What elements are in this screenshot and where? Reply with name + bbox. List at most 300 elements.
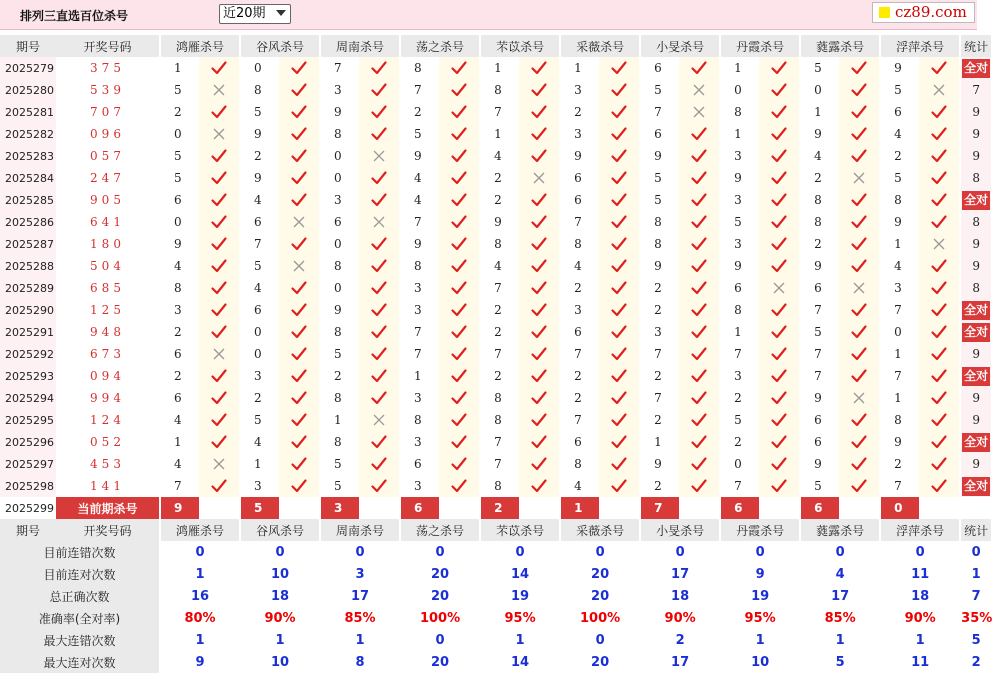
stats-header-stat: 统计 — [961, 519, 991, 541]
check-mark — [851, 127, 867, 141]
check-mark — [771, 83, 787, 97]
stats-header-code: 开奖号码 — [56, 519, 159, 541]
kill-number-cell: 6 — [161, 387, 199, 409]
kill-number-cell: 2 — [401, 101, 439, 123]
kill-number-cell: 6 — [641, 123, 679, 145]
kill-number-cell: 8 — [561, 233, 599, 255]
site-logo[interactable] — [872, 2, 975, 23]
check-mark — [851, 435, 867, 449]
kill-number-cell: 2 — [561, 387, 599, 409]
stats-value: 95% — [721, 607, 799, 629]
table-row — [0, 387, 991, 409]
stats-value: 20 — [401, 585, 479, 607]
table-header-period: 期号 — [0, 35, 56, 57]
kill-number-cell: 8 — [881, 189, 919, 211]
cross-icon — [199, 79, 239, 101]
stats-value: 5 — [801, 651, 879, 673]
check-icon — [519, 123, 559, 145]
period-cell: 2025293 — [0, 365, 56, 387]
check-mark — [211, 259, 227, 273]
table-row — [0, 277, 991, 299]
check-mark — [771, 479, 787, 493]
check-mark — [691, 281, 707, 295]
table-row — [0, 475, 991, 497]
check-icon — [519, 431, 559, 453]
kill-number-cell: 8 — [321, 123, 359, 145]
stats-value: 100% — [401, 607, 479, 629]
check-icon — [679, 167, 719, 189]
kill-number-cell: 0 — [321, 145, 359, 167]
check-icon — [519, 343, 559, 365]
check-mark — [691, 413, 707, 427]
check-mark — [211, 281, 227, 295]
check-mark — [851, 413, 867, 427]
check-icon — [519, 299, 559, 321]
kill-number-cell: 8 — [801, 211, 839, 233]
check-icon — [439, 453, 479, 475]
kill-number-cell: 5 — [641, 167, 679, 189]
kill-number-cell: 5 — [241, 409, 279, 431]
kill-number-cell: 4 — [241, 189, 279, 211]
table-row — [0, 343, 991, 365]
kill-number-cell: 7 — [401, 321, 439, 343]
kill-number-cell: 8 — [401, 57, 439, 79]
period-cell: 2025294 — [0, 387, 56, 409]
kill-number-cell: 4 — [241, 431, 279, 453]
kill-number-cell: 9 — [561, 145, 599, 167]
check-icon — [519, 189, 559, 211]
check-mark — [931, 325, 947, 339]
stats-label: 目前连错次数 — [0, 541, 159, 563]
check-icon — [199, 321, 239, 343]
check-icon — [199, 365, 239, 387]
stats-value: 19 — [481, 585, 559, 607]
check-icon — [759, 167, 799, 189]
kill-number-cell: 3 — [401, 277, 439, 299]
kill-number-cell: 1 — [881, 233, 919, 255]
check-icon — [599, 343, 639, 365]
check-icon — [439, 255, 479, 277]
kill-number-cell: 2 — [481, 321, 519, 343]
check-icon — [359, 277, 399, 299]
check-icon — [279, 101, 319, 123]
check-mark — [211, 479, 227, 493]
cross-icon — [839, 167, 879, 189]
stats-row — [0, 585, 991, 607]
check-icon — [599, 431, 639, 453]
current-kill-number: 5 — [241, 497, 279, 519]
check-mark — [611, 325, 627, 339]
check-mark — [931, 149, 947, 163]
check-mark — [291, 457, 307, 471]
check-icon — [359, 365, 399, 387]
kill-number-cell: 0 — [321, 233, 359, 255]
draw-number-cell: 685 — [56, 277, 159, 299]
cross-mark — [933, 238, 945, 250]
check-mark — [771, 347, 787, 361]
kill-number-cell: 9 — [161, 233, 199, 255]
period-cell: 2025282 — [0, 123, 56, 145]
check-mark — [691, 193, 707, 207]
stat-cell: 9 — [961, 145, 991, 167]
top-bar — [0, 0, 977, 30]
draw-number-cell: 124 — [56, 409, 159, 431]
table-row — [0, 431, 991, 453]
kill-number-cell: 5 — [161, 167, 199, 189]
stats-value: 20 — [561, 651, 639, 673]
stat-cell: 9 — [961, 409, 991, 431]
check-icon — [599, 101, 639, 123]
stats-value: 85% — [801, 607, 879, 629]
check-mark — [451, 479, 467, 493]
kill-number-cell: 7 — [561, 211, 599, 233]
kill-number-cell: 3 — [401, 475, 439, 497]
table-header-expert: 芣苡杀号 — [481, 35, 559, 57]
check-icon — [279, 123, 319, 145]
period-cell: 2025284 — [0, 167, 56, 189]
kill-number-cell: 9 — [801, 387, 839, 409]
check-mark — [851, 105, 867, 119]
kill-number-cell: 2 — [801, 233, 839, 255]
stats-value: 17 — [641, 651, 719, 673]
check-icon — [279, 79, 319, 101]
cross-icon — [279, 255, 319, 277]
check-icon — [919, 475, 959, 497]
check-icon — [519, 453, 559, 475]
check-mark — [371, 105, 387, 119]
draw-number-cell: 057 — [56, 145, 159, 167]
kill-number-cell: 7 — [801, 299, 839, 321]
kill-number-cell: 7 — [641, 101, 679, 123]
stats-value: 10 — [721, 651, 799, 673]
stat-cell: 9 — [961, 343, 991, 365]
kill-number-cell: 3 — [321, 189, 359, 211]
kill-number-cell: 0 — [241, 57, 279, 79]
kill-number-cell: 6 — [161, 343, 199, 365]
table-header-stat: 统计 — [961, 35, 991, 57]
stat-cell: 9 — [961, 255, 991, 277]
table-header-expert: 小旻杀号 — [641, 35, 719, 57]
draw-number-cell: 141 — [56, 475, 159, 497]
kill-number-cell: 5 — [161, 79, 199, 101]
cross-mark — [853, 392, 865, 404]
cross-icon — [839, 277, 879, 299]
check-icon — [759, 453, 799, 475]
check-icon — [679, 145, 719, 167]
kill-number-cell: 5 — [401, 123, 439, 145]
check-icon — [599, 57, 639, 79]
kill-number-cell: 8 — [321, 255, 359, 277]
check-icon — [599, 277, 639, 299]
kill-number-cell: 7 — [881, 475, 919, 497]
check-icon — [919, 167, 959, 189]
check-mark — [931, 347, 947, 361]
check-mark — [531, 83, 547, 97]
all-correct-badge: 全对 — [962, 323, 990, 342]
empty-cell — [599, 497, 639, 519]
check-mark — [691, 303, 707, 317]
check-icon — [919, 277, 959, 299]
kill-number-cell: 2 — [561, 365, 599, 387]
stats-value: 0 — [161, 541, 239, 563]
table-row — [0, 321, 991, 343]
check-mark — [291, 127, 307, 141]
stat-cell — [961, 431, 991, 453]
kill-number-cell: 1 — [881, 343, 919, 365]
kill-number-cell: 9 — [241, 123, 279, 145]
check-mark — [211, 303, 227, 317]
kill-number-cell: 0 — [721, 79, 759, 101]
table-header-expert: 蕤露杀号 — [801, 35, 879, 57]
kill-number-cell: 3 — [721, 145, 759, 167]
kill-number-cell: 6 — [561, 167, 599, 189]
check-mark — [611, 193, 627, 207]
check-mark — [371, 347, 387, 361]
kill-number-cell: 2 — [641, 299, 679, 321]
table-header-expert: 丹霞杀号 — [721, 35, 799, 57]
stats-header-expert: 蕤露杀号 — [801, 519, 879, 541]
kill-number-cell: 5 — [801, 475, 839, 497]
kill-number-cell: 1 — [401, 365, 439, 387]
current-period-row — [0, 497, 991, 519]
kill-number-cell: 6 — [881, 101, 919, 123]
kill-number-cell: 9 — [881, 431, 919, 453]
kill-number-cell: 2 — [161, 101, 199, 123]
check-icon — [439, 409, 479, 431]
kill-number-cell: 9 — [721, 255, 759, 277]
cross-icon — [199, 453, 239, 475]
check-icon — [759, 321, 799, 343]
cross-icon — [679, 101, 719, 123]
kill-number-cell: 3 — [721, 189, 759, 211]
check-icon — [439, 299, 479, 321]
check-icon — [919, 101, 959, 123]
all-correct-badge: 全对 — [962, 59, 990, 78]
check-icon — [279, 299, 319, 321]
kill-number-cell: 9 — [801, 123, 839, 145]
stats-value: 85% — [321, 607, 399, 629]
check-icon — [679, 453, 719, 475]
stat-cell: 9 — [961, 233, 991, 255]
check-icon — [439, 101, 479, 123]
stats-header-expert: 芣苡杀号 — [481, 519, 559, 541]
check-mark — [611, 237, 627, 251]
kill-number-cell: 4 — [401, 189, 439, 211]
table-header-code: 开奖号码 — [56, 35, 159, 57]
cross-icon — [359, 145, 399, 167]
check-icon — [599, 409, 639, 431]
stat-cell — [961, 365, 991, 387]
kill-number-cell: 1 — [641, 431, 679, 453]
kill-number-cell: 3 — [401, 387, 439, 409]
kill-number-cell: 2 — [161, 321, 199, 343]
draw-number-cell: 180 — [56, 233, 159, 255]
check-icon — [759, 79, 799, 101]
draw-number-cell: 948 — [56, 321, 159, 343]
kill-number-cell: 3 — [881, 277, 919, 299]
check-mark — [291, 479, 307, 493]
check-icon — [919, 453, 959, 475]
check-mark — [771, 127, 787, 141]
check-mark — [451, 303, 467, 317]
check-mark — [371, 435, 387, 449]
kill-number-cell: 7 — [801, 343, 839, 365]
check-mark — [291, 149, 307, 163]
check-mark — [611, 435, 627, 449]
stats-total: 5 — [961, 629, 991, 651]
kill-number-cell: 2 — [641, 475, 679, 497]
check-icon — [359, 79, 399, 101]
kill-number-cell: 6 — [641, 57, 679, 79]
check-mark — [691, 171, 707, 185]
kill-number-cell: 2 — [801, 167, 839, 189]
logo-square-icon — [879, 7, 890, 18]
check-mark — [691, 457, 707, 471]
check-icon — [519, 233, 559, 255]
kill-number-cell: 8 — [721, 101, 759, 123]
check-icon — [679, 57, 719, 79]
check-icon — [199, 145, 239, 167]
current-kill-number: 6 — [721, 497, 759, 519]
kill-number-cell: 5 — [641, 79, 679, 101]
check-icon — [839, 79, 879, 101]
kill-number-cell: 2 — [881, 145, 919, 167]
stats-value: 11 — [881, 563, 959, 585]
check-icon — [519, 321, 559, 343]
check-mark — [291, 369, 307, 383]
check-mark — [451, 325, 467, 339]
check-mark — [931, 479, 947, 493]
check-mark — [371, 193, 387, 207]
kill-number-cell: 5 — [241, 101, 279, 123]
stat-cell: 8 — [961, 277, 991, 299]
check-icon — [279, 387, 319, 409]
check-mark — [691, 237, 707, 251]
stats-value: 17 — [801, 585, 879, 607]
kill-number-cell: 7 — [401, 211, 439, 233]
check-icon — [839, 101, 879, 123]
check-mark — [451, 83, 467, 97]
kill-number-cell: 2 — [561, 101, 599, 123]
check-icon — [199, 255, 239, 277]
empty-cell — [359, 497, 399, 519]
kill-number-cell: 8 — [481, 387, 519, 409]
check-icon — [919, 409, 959, 431]
kill-number-cell: 4 — [401, 167, 439, 189]
table-row — [0, 409, 991, 431]
check-icon — [599, 321, 639, 343]
period-cell: 2025298 — [0, 475, 56, 497]
stat-cell — [961, 475, 991, 497]
kill-number-cell: 1 — [321, 409, 359, 431]
check-mark — [851, 325, 867, 339]
check-mark — [531, 435, 547, 449]
period-select[interactable] — [219, 4, 291, 24]
cross-icon — [679, 79, 719, 101]
check-icon — [519, 387, 559, 409]
check-icon — [599, 167, 639, 189]
check-icon — [759, 343, 799, 365]
kill-number-cell: 5 — [721, 409, 759, 431]
check-mark — [931, 215, 947, 229]
check-icon — [439, 431, 479, 453]
table-row — [0, 145, 991, 167]
stats-value: 90% — [241, 607, 319, 629]
stats-value: 100% — [561, 607, 639, 629]
stats-row — [0, 563, 991, 585]
check-mark — [611, 127, 627, 141]
kill-number-cell: 5 — [321, 343, 359, 365]
check-mark — [451, 281, 467, 295]
table-row — [0, 167, 991, 189]
check-mark — [371, 237, 387, 251]
kill-number-cell: 4 — [481, 255, 519, 277]
empty-cell — [759, 497, 799, 519]
check-mark — [371, 281, 387, 295]
kill-number-cell: 7 — [641, 387, 679, 409]
check-mark — [291, 171, 307, 185]
kill-number-cell: 8 — [561, 453, 599, 475]
kill-number-cell: 6 — [561, 321, 599, 343]
check-mark — [371, 83, 387, 97]
check-mark — [211, 413, 227, 427]
check-icon — [279, 321, 319, 343]
all-correct-badge: 全对 — [962, 191, 990, 210]
kill-number-cell: 7 — [801, 365, 839, 387]
kill-number-cell: 2 — [561, 277, 599, 299]
empty-cell — [199, 497, 239, 519]
stats-value: 95% — [481, 607, 559, 629]
kill-number-cell: 5 — [721, 211, 759, 233]
stats-value: 20 — [561, 585, 639, 607]
check-mark — [451, 237, 467, 251]
kill-number-cell: 1 — [721, 321, 759, 343]
kill-number-cell: 6 — [321, 211, 359, 233]
kill-number-cell: 1 — [161, 431, 199, 453]
period-cell: 2025297 — [0, 453, 56, 475]
check-mark — [371, 479, 387, 493]
check-icon — [759, 233, 799, 255]
kill-number-cell: 8 — [481, 233, 519, 255]
table-header-expert: 周南杀号 — [321, 35, 399, 57]
stats-value: 10 — [241, 651, 319, 673]
kill-number-cell: 6 — [561, 189, 599, 211]
check-icon — [679, 277, 719, 299]
check-icon — [759, 145, 799, 167]
kill-number-cell: 0 — [721, 453, 759, 475]
check-icon — [759, 431, 799, 453]
check-icon — [519, 101, 559, 123]
check-icon — [919, 211, 959, 233]
check-icon — [599, 233, 639, 255]
cross-icon — [199, 123, 239, 145]
logo-text: cz89.com — [895, 3, 967, 21]
kill-number-cell: 8 — [321, 387, 359, 409]
draw-number-cell: 504 — [56, 255, 159, 277]
check-icon — [919, 343, 959, 365]
current-kill-number: 6 — [801, 497, 839, 519]
check-mark — [691, 369, 707, 383]
cross-mark — [533, 172, 545, 184]
stats-value: 80% — [161, 607, 239, 629]
kill-number-cell: 7 — [401, 79, 439, 101]
check-mark — [451, 61, 467, 75]
kill-number-cell: 9 — [481, 211, 519, 233]
kill-number-cell: 7 — [241, 233, 279, 255]
check-icon — [599, 299, 639, 321]
table-row — [0, 255, 991, 277]
kill-number-cell: 3 — [241, 475, 279, 497]
